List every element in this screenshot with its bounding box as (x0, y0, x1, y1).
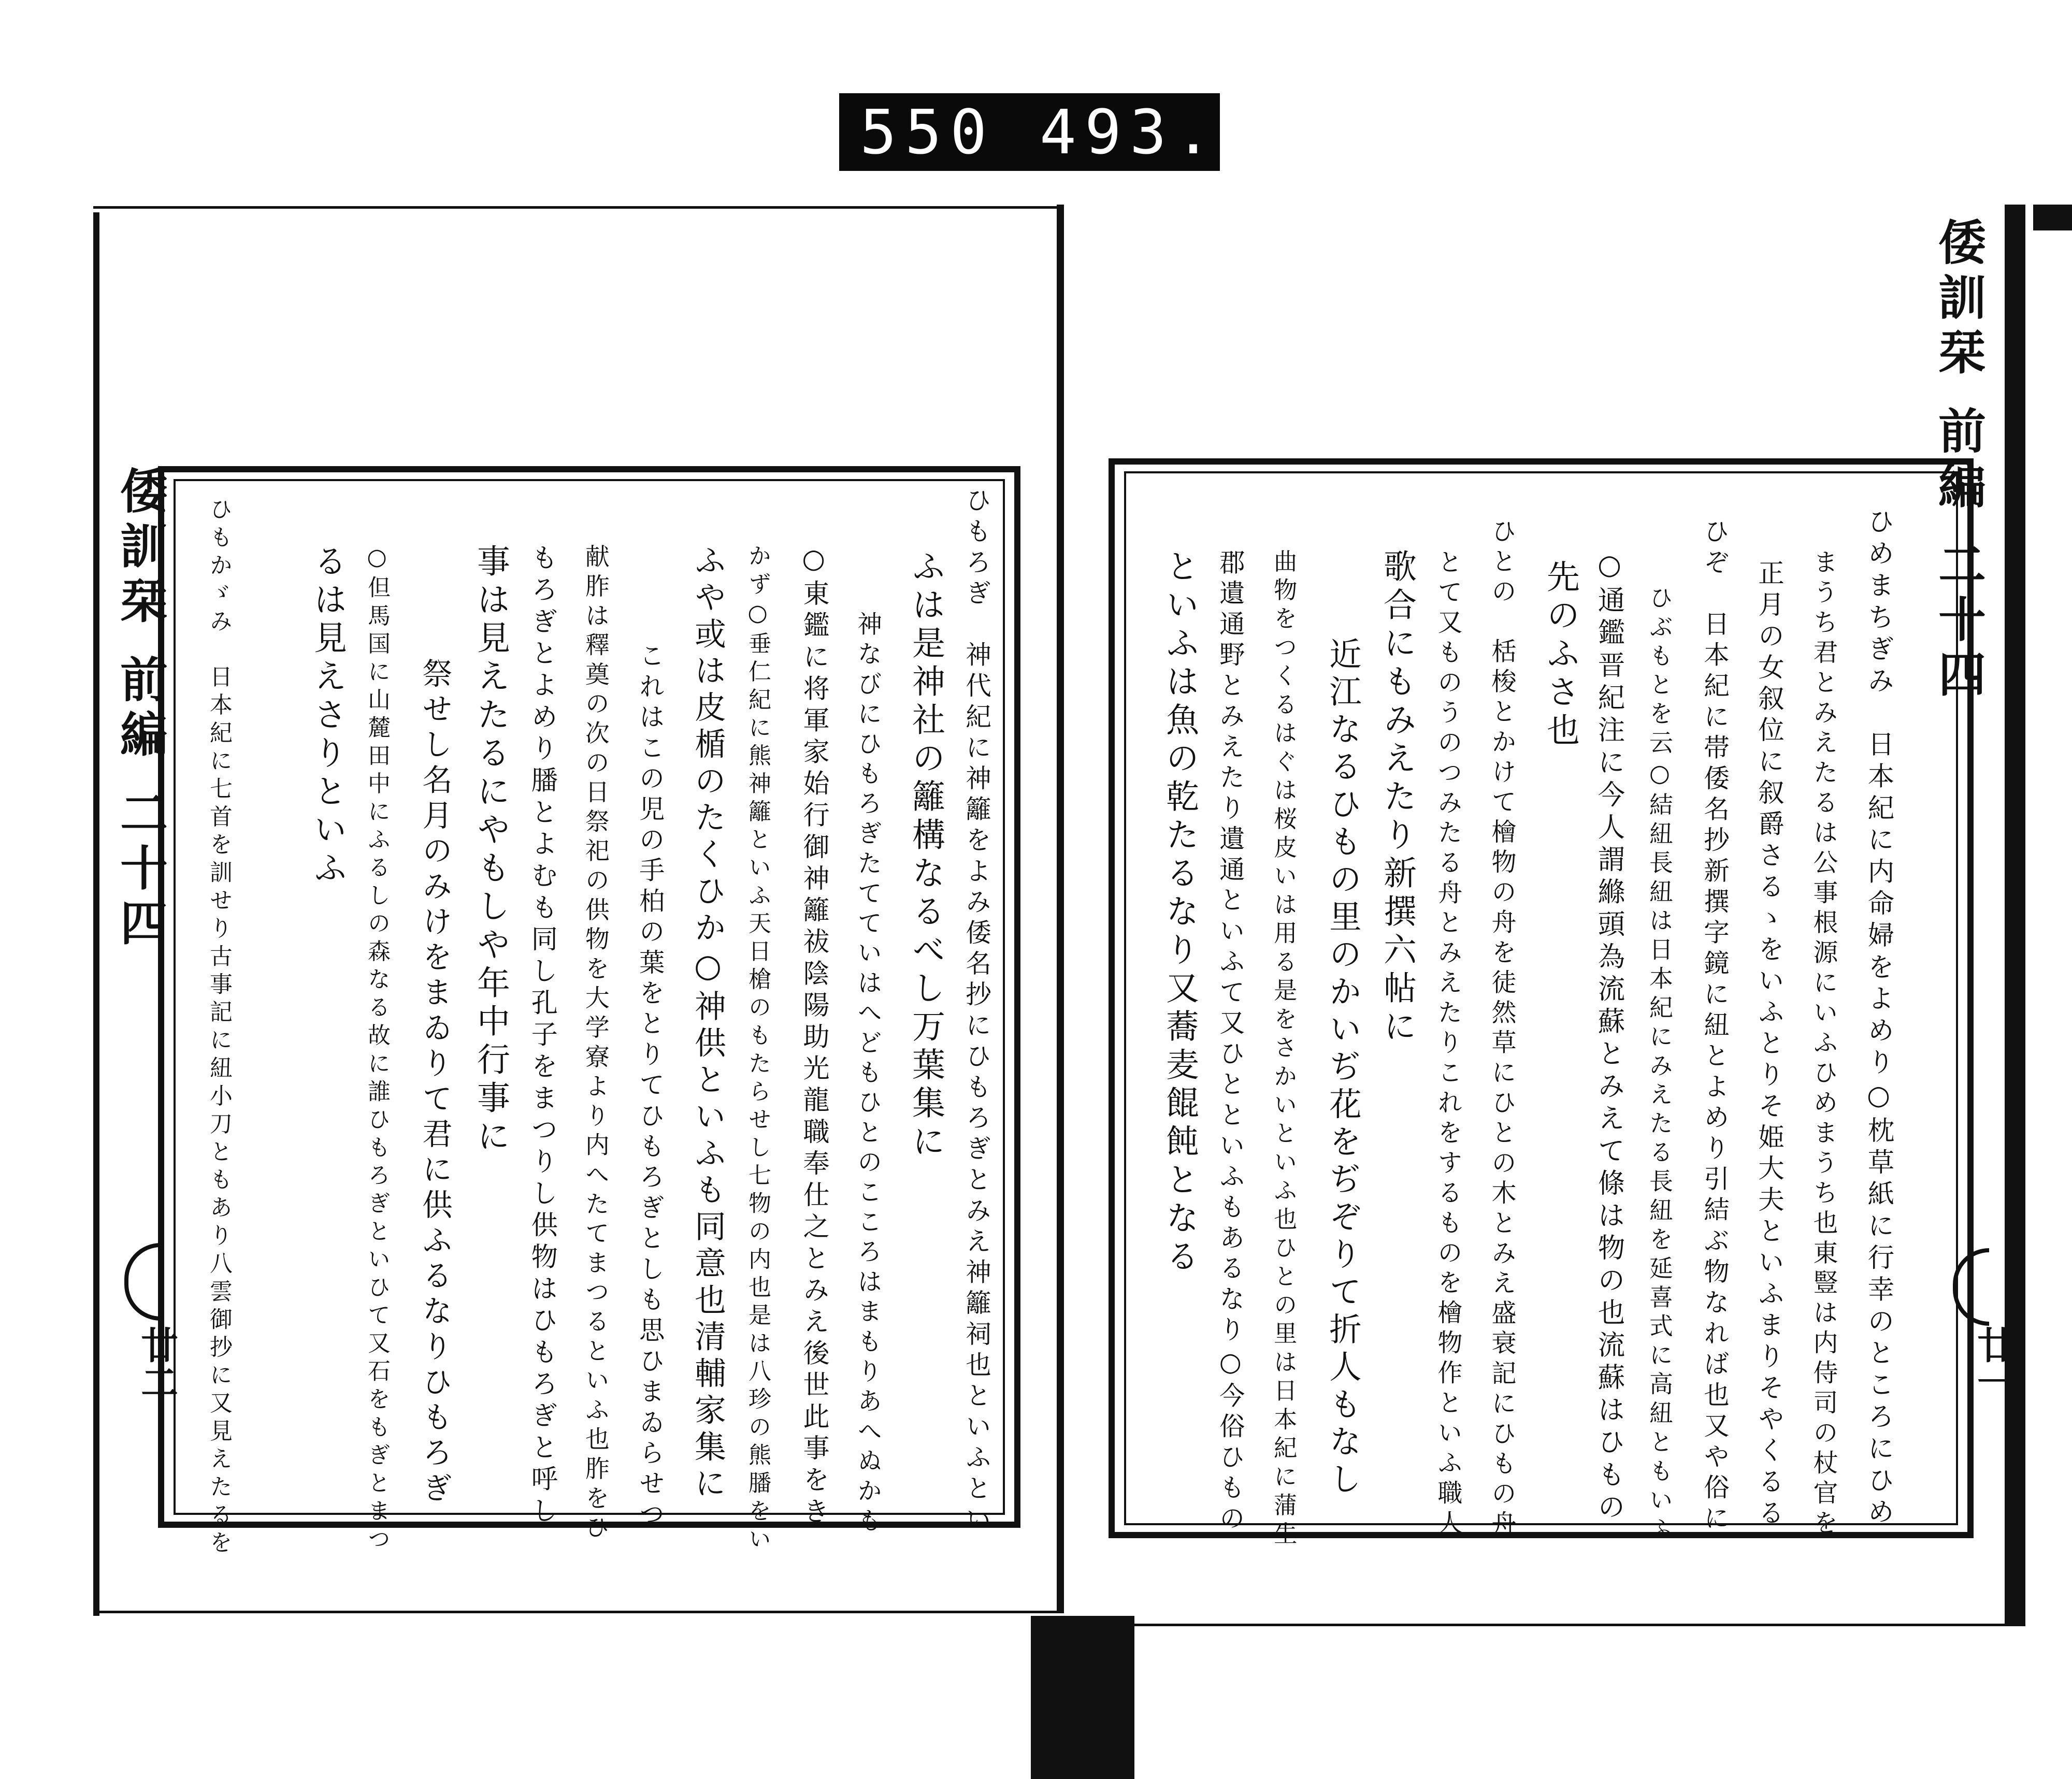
gutter-line (1057, 205, 1064, 1613)
archive-label (839, 93, 1220, 171)
right-col-9: とて又ものうのつみたる舟とみえたりこれをするものを檜物作といふ職人 (1433, 549, 1462, 1540)
left-page-top-rule (93, 206, 1057, 209)
right-col-1: ひめまちぎみ 日本紀に内命婦をよめり○枕草紙に行幸のところにひめ (1863, 508, 1894, 1530)
left-col-12: ○但馬国に山麓田中にふるしの森なる故に誰ひもろぎといひて又石をもぎとまつ (364, 544, 391, 1555)
left-col-6: ふや或は皮楯のたくひか○神供といふも同意也清輔家集に (689, 544, 726, 1503)
left-page-bottom-rule (93, 1611, 1057, 1613)
left-col-5: かず○垂仁紀に熊神籬といふ天日槍のもたらせし七物の内也是は八珍の熊膰をい (744, 544, 771, 1555)
left-col-3: 神なびにひもろぎたてていはへどもひとのこころはまもりあへぬかも (853, 611, 882, 1538)
right-col-14: といふは魚の乾たるなり又蕎麦餛飩となる (1160, 549, 1199, 1277)
right-page-edge (2005, 205, 2025, 1626)
left-col-4: ○東鑑に将軍家始行御神籬祓陰陽助光龍職奉仕之とみえ後世此事をき (798, 544, 829, 1529)
right-col-7: 先のふさ也 (1541, 559, 1579, 751)
right-col-10: 歌合にもみえたり新撰六帖に (1378, 549, 1416, 1047)
left-col-7: これはこの児の手柏の葉をとりてひもろぎとしも思ひまゐらせつ (635, 642, 666, 1531)
left-col-14: ひもかゞみ 日本紀に七首を訓せり古事記に紐小刀ともあり八雲御抄に又見えたるを (205, 497, 232, 1558)
right-col-3: 正月の女叙位に叙爵さるゝをいふとりそ姫大夫といふまりそやくるる (1754, 559, 1785, 1531)
left-col-13: るは見えさりといふ (308, 544, 347, 889)
right-col-12: 曲物をつくるはぐは桜皮いは用る是をさかいといふ也ひとの里は日本紀に蒲生 (1270, 549, 1298, 1550)
right-col-5: ひぶもとを云○結紐長紐は日本紀にみえたる長紐を延喜式に高紐ともいふ (1645, 585, 1674, 1545)
right-col-2: まうち君とみえたるは公事根源にいふひめまうち也東豎は内侍司の杖官を (1808, 549, 1838, 1540)
left-col-8: 献胙は釋奠の次の日祭祀の供物を大学寮より内へたてまつるといふ也胙をひ (581, 544, 609, 1544)
right-running-title: 倭訓栞 前編 二十四 (1931, 218, 1987, 705)
left-col-2: ふは是神社の籬構なるべし万葉集に (906, 549, 945, 1162)
left-running-title: 倭訓栞 前編 二十四 (112, 466, 168, 953)
left-col-10: 事は見えたるにやもしや年中行事に (471, 544, 510, 1157)
right-folio: 廿一 (1971, 1326, 2015, 1400)
right-col-11: 近江なるひもの里のかいぢ花をぢぞりて折人もなし (1323, 637, 1362, 1500)
right-col-4: ひぞ 日本紀に帯倭名抄新撰字鏡に紐とよめり引結ぶ物なれば也又や俗に (1700, 518, 1730, 1536)
left-col-9: もろぎとよめり膰とよむも同し孔子をまつりし供物はひもろぎと呼し (526, 544, 558, 1529)
gutter-shadow (1031, 1616, 1134, 1779)
right-col-8: ひとの 栝梭とかけて檜物の舟を徒然草にひとの木とみえ盛衰記にひもの舟 (1487, 518, 1517, 1541)
right-col-13: 郡遺通野とみえたり遺通といふて又ひとといふもあるなり○今俗ひもの (1215, 549, 1246, 1536)
right-col-6: ○通鑑晋紀注に今人謂縧頭為流蘇とみえて條は物の也流蘇はひもの (1593, 549, 1625, 1525)
archive-number-right: 493. (1039, 96, 1220, 168)
left-col-1: ひもろぎ 神代紀に神籬をよみ倭名抄にひもろぎとみえ神籬祠也といふとい (961, 487, 992, 1537)
left-page-edge (93, 212, 99, 1616)
right-page-outer-edge (2033, 205, 2072, 230)
archive-number-left: 550 (860, 96, 996, 168)
left-folio: 廿二 (135, 1326, 179, 1400)
right-page-bottom-rule (1064, 1624, 2007, 1626)
left-col-11: 祭せし名月のみけをまゐりて君に供ふるなりひもろぎ (417, 658, 453, 1508)
